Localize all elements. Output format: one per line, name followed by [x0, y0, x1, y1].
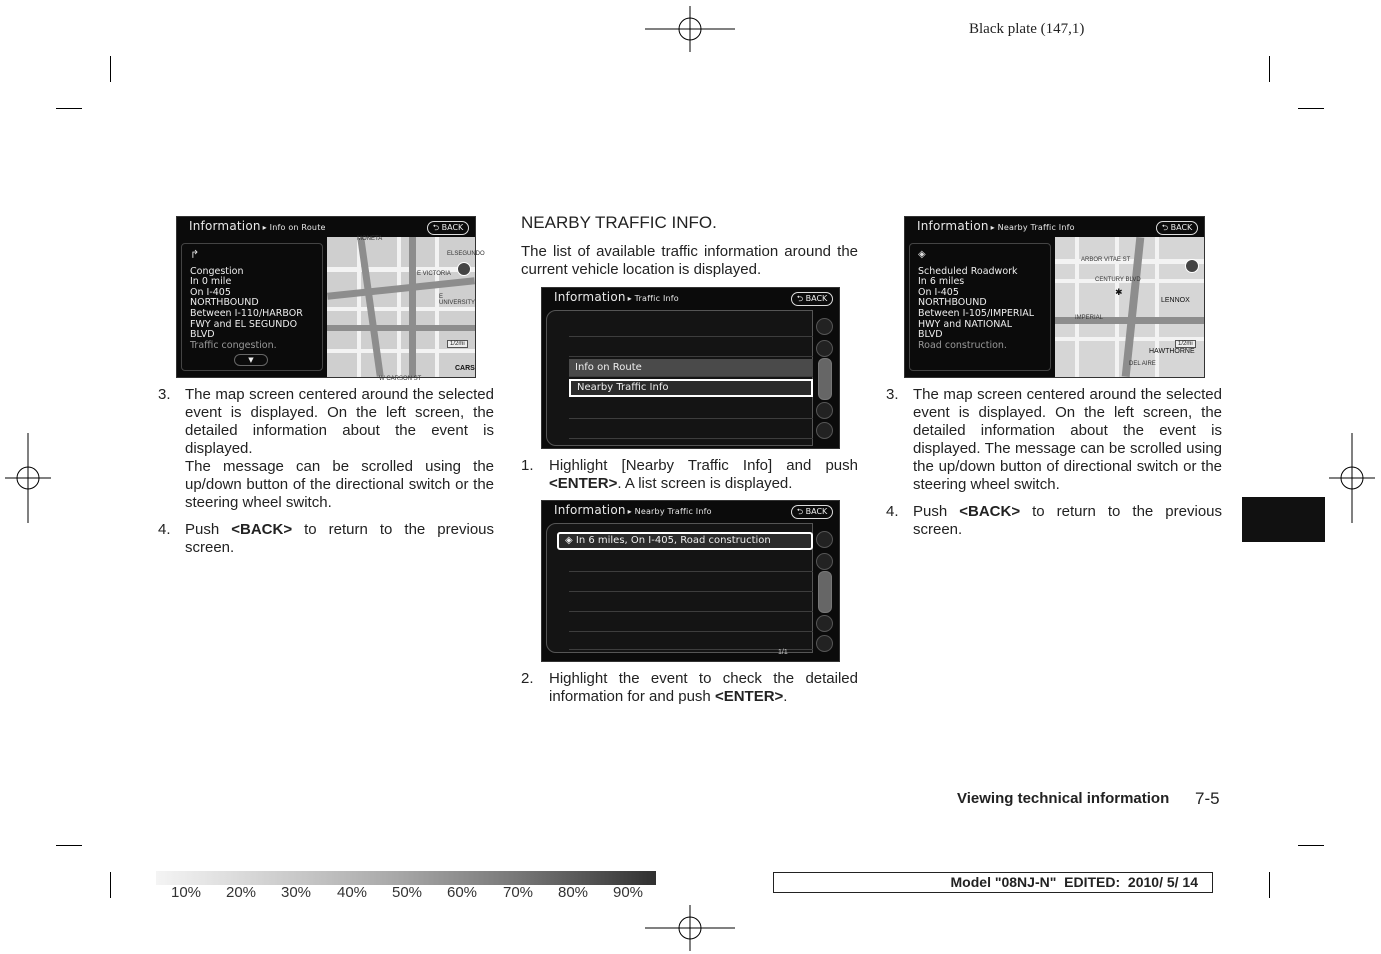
- screen-title: Information ▸ Traffic Info: [554, 290, 679, 304]
- crop-mark: [110, 872, 111, 898]
- step-text: Push <BACK> to return to the previous screen.: [185, 521, 495, 556]
- event-detail-box: [909, 243, 1051, 371]
- scrollbar[interactable]: [816, 318, 832, 438]
- left-step-3: [158, 386, 494, 516]
- registration-mark-right: [1329, 433, 1375, 523]
- percent-label: 40%: [337, 884, 368, 901]
- crop-mark: [110, 56, 111, 82]
- back-button[interactable]: ⮌ BACK: [1156, 221, 1198, 235]
- section-tab: [1242, 497, 1325, 542]
- crop-mark: [1298, 108, 1324, 109]
- list-panel: [546, 310, 813, 446]
- detail-line: Between I-110/HARBOR: [190, 307, 303, 319]
- detail-line-dim: Road construction.: [918, 339, 1007, 351]
- detail-line: Between I-105/IMPERIAL: [918, 307, 1035, 319]
- percent-label: 70%: [503, 884, 534, 901]
- screen-title: Information ▸ Nearby Traffic Info: [917, 219, 1075, 233]
- step-text: The map screen centered around the selected event is displayed. On the left screen, the detailed information about the event is displayed. The message can be scrolled using the up/down button of the directional switch or the steering wheel switch.: [185, 386, 494, 511]
- crop-mark: [56, 845, 82, 846]
- left-step-4: [158, 521, 494, 561]
- percent-label: 10%: [171, 884, 202, 901]
- step-text: Push <BACK> to return to the previous screen.: [913, 503, 1223, 538]
- map-label: E UNIVERSITY: [439, 294, 476, 306]
- right-step-4: [886, 503, 1222, 543]
- model-edited-box: Model "08NJ-N" EDITED: 2010/ 5/ 14: [773, 872, 1213, 893]
- step-number: 4.: [158, 521, 171, 538]
- map-label: IMPERIAL: [1075, 315, 1104, 321]
- detail-line-dim: Traffic congestion.: [190, 339, 277, 351]
- map-label: LENNOX: [1161, 297, 1190, 304]
- zoom-icon[interactable]: [1185, 259, 1199, 273]
- detail-line: NORTHBOUND: [918, 297, 987, 309]
- percent-label: 50%: [392, 884, 423, 901]
- back-button[interactable]: ⮌ BACK: [791, 505, 833, 519]
- list-panel: [546, 523, 813, 653]
- step-number: 3.: [158, 386, 171, 403]
- scroll-down-button[interactable]: ▼: [234, 354, 268, 366]
- crop-mark: [1269, 872, 1270, 898]
- map-label: MONETA: [357, 236, 383, 242]
- detail-line: NORTHBOUND: [190, 297, 259, 309]
- list-item-road-construction[interactable]: ◈ In 6 miles, On I-405, Road construction: [557, 532, 813, 550]
- detail-line: BLVD: [918, 329, 943, 341]
- step-text: Highlight the event to check the detailed information for and push <ENTER>.: [549, 670, 858, 705]
- screen-nearby-traffic-info: [541, 500, 840, 662]
- page-indicator: 1/1: [778, 649, 788, 656]
- detail-line: In 6 miles: [918, 276, 965, 288]
- page-number: 7-5: [1195, 789, 1220, 808]
- map-scale: 1/2mi: [1175, 340, 1196, 348]
- crop-mark: [1298, 845, 1324, 846]
- screen-title: Information ▸ Nearby Traffic Info: [554, 503, 712, 517]
- map-label: DEL AIRE: [1129, 361, 1156, 367]
- step-number: 3.: [886, 386, 899, 403]
- back-button[interactable]: ⮌ BACK: [427, 221, 469, 235]
- intro-paragraph: The list of available traffic information around the current vehicle location is displayed.: [521, 243, 858, 278]
- map-scale: 1/2mi: [447, 340, 468, 348]
- screen-title: Information ▸ Info on Route: [189, 219, 326, 233]
- registration-mark-bottom: [645, 905, 735, 951]
- map-view: [1055, 237, 1204, 377]
- right-step-3: [886, 386, 1222, 496]
- map-label: CARS: [455, 365, 475, 372]
- detail-line: FWY and EL SEGUNDO: [190, 318, 298, 330]
- roadwork-icon: ◈: [918, 249, 926, 260]
- map-view: [327, 236, 485, 382]
- map-label: CENTURY BLVD: [1095, 277, 1141, 283]
- screen-info-on-route: [176, 216, 485, 382]
- scrollbar[interactable]: [816, 531, 832, 651]
- percent-label: 20%: [226, 884, 257, 901]
- event-detail-box: [181, 243, 323, 371]
- screen-nearby-traffic-map: [904, 216, 1205, 378]
- registration-mark-left: [5, 433, 51, 523]
- map-label: HAWTHORNE: [1149, 348, 1195, 355]
- event-icon: ↱: [190, 248, 200, 261]
- gray-scale-strip: [156, 871, 656, 885]
- detail-line: In 0 mile: [190, 276, 232, 288]
- roadwork-icon: ◈: [565, 535, 576, 546]
- detail-line: Scheduled Roadwork: [918, 265, 1018, 277]
- percent-label: 30%: [281, 884, 312, 901]
- list-item-info-on-route[interactable]: Info on Route: [569, 359, 813, 377]
- step-number: 4.: [886, 503, 899, 520]
- zoom-icon[interactable]: [457, 262, 471, 276]
- map-label: ARBOR VITAE ST: [1081, 257, 1131, 263]
- back-button[interactable]: ⮌ BACK: [791, 292, 833, 306]
- footer-section-title: Viewing technical information: [957, 790, 1170, 807]
- percent-label: 60%: [447, 884, 478, 901]
- crop-mark: [1269, 56, 1270, 82]
- step-number: 1.: [521, 457, 534, 474]
- plate-label: Black plate (147,1): [969, 21, 1085, 37]
- list-item-nearby-traffic-info[interactable]: Nearby Traffic Info: [569, 379, 813, 397]
- crop-mark: [56, 108, 82, 109]
- detail-line: On I-405: [918, 286, 959, 298]
- detail-line: On I-405: [190, 286, 231, 298]
- mid-step-1: [521, 457, 858, 497]
- step-text: Highlight [Nearby Traffic Info] and push <ENTER>. A list screen is displayed.: [549, 457, 858, 492]
- percent-label: 90%: [613, 884, 644, 901]
- detail-line: Congestion: [190, 265, 244, 277]
- map-label: ELSEGUNDO: [447, 251, 485, 257]
- detail-line: HWY and NATIONAL: [918, 318, 1013, 330]
- map-label: E VICTORIA: [417, 271, 451, 277]
- mid-step-2: [521, 670, 858, 710]
- step-number: 2.: [521, 670, 534, 687]
- map-label: W CARSON ST: [379, 376, 422, 382]
- screen-traffic-info: [541, 287, 840, 449]
- percent-label: 80%: [558, 884, 589, 901]
- section-heading: NEARBY TRAFFIC INFO.: [521, 213, 717, 232]
- registration-mark-top: [645, 6, 735, 52]
- event-marker-icon: ✱: [1115, 287, 1123, 297]
- detail-line: BLVD: [190, 329, 215, 341]
- step-text: The map screen centered around the selected event is displayed. On the left screen, the detailed information about the event is displayed. The message can be scrolled using the up/down button of directional switch or the steering wheel switch.: [913, 386, 1222, 493]
